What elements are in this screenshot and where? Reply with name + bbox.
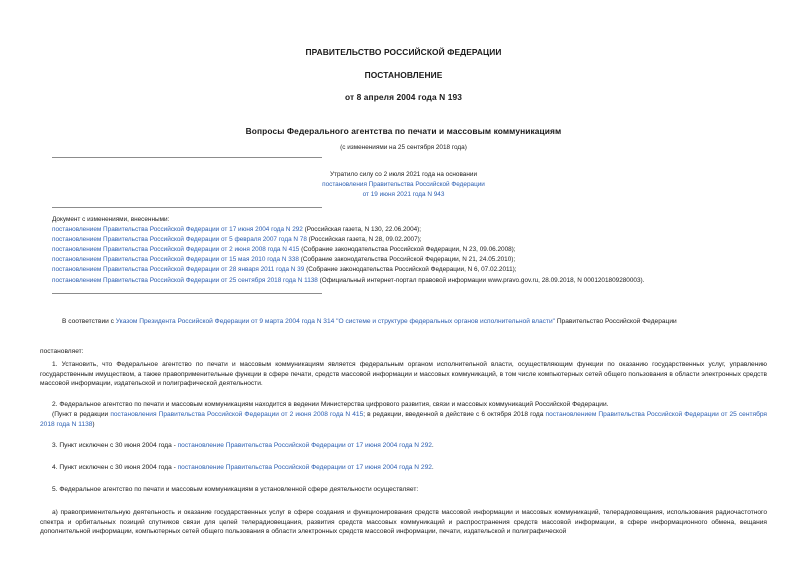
amendment-item <box>52 226 421 233</box>
decree-link[interactable]: Указом Президента Российской Федерации от 9 марта 2004 года N 314 "О системе и структуре федеральных органов исполнительной власти" <box>115 318 555 325</box>
clause-3 <box>52 442 434 449</box>
date-number-heading: от 8 апреля 2004 года N 193 <box>344 92 463 102</box>
amendment-source: (Собрание законодательства Российской Федерации, N 23, 09.06.2008); <box>299 246 516 253</box>
clause-4 <box>52 464 434 471</box>
note-middle: ; в редакции, введенной в действие с 6 октября 2018 года <box>363 411 546 418</box>
government-heading: ПРАВИТЕЛЬСТВО РОССИЙСКОЙ ФЕДЕРАЦИИ <box>305 47 502 57</box>
clause-1: 1. Установить, что Федеральное агентство по печати и массовым коммуникациям является федеральным органом исполнительной власти, осуществляющим функции по оказанию государственных услуг, управлению государственным имуществом, а также правоприменительные функции в сфере печати, средств массовой информации и массовых коммуникаций, в том числе компьютерных сетей общего пользования в области электронных средств массовой информации, издательской и полиграфической деятельности. <box>40 361 767 388</box>
clause-3-prefix: 3. Пункт исключен с 30 июня 2004 года - <box>52 442 178 449</box>
clause-4-prefix: 4. Пункт исключен с 30 июня 2004 года - <box>52 464 178 471</box>
preamble-prefix: В соответствии с <box>62 318 116 325</box>
clause-5a: а) правоприменительную деятельность и оказание государственных услуг в сфере создания и функционирования средств массовой информации и массовых коммуникаций, телерадиовещания, использования радиочастотного спектра и орбитальных позиций спутников связи для целей телерадиовещания, развития средств массовых коммуникаций и распространения средств массовой информации, в сфере информационного обмена, вещания дополнительной информации, компьютерных сетей общего пользования в области электронных средств массовой информации, печати, издательской и полиграфической <box>40 509 767 536</box>
amendment-item <box>52 236 422 243</box>
amendment-item <box>52 256 515 263</box>
amendment-source: (Российская газета, N 130, 22.06.2004); <box>302 226 422 233</box>
doc-type-heading: ПОСТАНОВЛЕНИЕ <box>364 70 443 80</box>
amendment-link[interactable]: постановлением Правительства Российской Федерации от 28 января 2011 года N 39 <box>52 266 305 273</box>
amendment-source: (Официальный интернет-портал правовой информации www.pravo.gov.ru, 28.09.2018, N 0001201809280003). <box>317 277 645 284</box>
note-link-2008[interactable]: постановления Правительства Российской Федерации от 2 июня 2008 года N 415 <box>110 411 364 418</box>
amended-note: (с изменениями на 25 сентября 2018 года) <box>340 144 467 151</box>
amendment-link[interactable]: постановлением Правительства Российской Федерации от 15 мая 2010 года N 338 <box>52 256 299 263</box>
note-prefix: (Пункт в редакции <box>52 411 111 418</box>
clause-3-link[interactable]: постановление Правительства Российской Федерации от 17 июня 2004 года N 292 <box>177 442 432 449</box>
document-title: Вопросы Федерального агентства по печати и массовым коммуникациям <box>245 126 562 136</box>
preamble-suffix: Правительство Российской Федерации <box>554 318 677 325</box>
amendments-intro: Документ с изменениями, внесенными: <box>52 216 170 223</box>
clause-4-link[interactable]: постановление Правительства Российской Федерации от 17 июня 2004 года N 292 <box>177 464 432 471</box>
amendment-source: (Российская газета, N 28, 09.02.2007); <box>306 236 422 243</box>
amendment-source: (Собрание законодательства Российской Федерации, N 21, 24.05.2010); <box>298 256 516 263</box>
clause-3-suffix: . <box>431 442 434 449</box>
note-link-2018[interactable]: постановлением Правительства Российской Федерации от 25 сентября 2018 года N 1138 <box>40 411 768 428</box>
expired-note: Утратило силу со 2 июля 2021 года на основании <box>329 171 478 178</box>
note-suffix: ) <box>92 420 95 428</box>
clause-5: 5. Федеральное агентство по печати и массовым коммуникациям в установленной сфере деятельности осуществляет: <box>52 486 419 493</box>
expired-link-line1[interactable]: постановления Правительства Российской Федерации <box>322 181 485 188</box>
divider <box>52 207 322 208</box>
preamble <box>62 318 677 325</box>
expired-link-line2[interactable]: от 19 июня 2021 года N 943 <box>362 191 445 198</box>
amendment-link[interactable]: постановлением Правительства Российской Федерации от 25 сентября 2018 года N 1138 <box>52 277 318 284</box>
clause-4-suffix: . <box>431 464 434 471</box>
amendment-link[interactable]: постановлением Правительства Российской Федерации от 5 февраля 2007 года N 78 <box>52 236 307 243</box>
divider <box>52 157 322 158</box>
amendment-item <box>52 277 644 284</box>
clause-2: 2. Федеральное агентство по печати и массовым коммуникациям находится в ведении Министерства цифрового развития, связи и массовых коммуникаций Российской Федерации. <box>52 401 609 408</box>
amendment-item <box>52 246 516 253</box>
amendment-link[interactable]: постановлением Правительства Российской Федерации от 2 июня 2008 года N 415 <box>52 246 300 253</box>
amendment-source: (Собрание законодательства Российской Федерации, N 6, 07.02.2011); <box>304 266 517 273</box>
clause-2-note <box>40 410 767 429</box>
amendment-link[interactable]: постановлением Правительства Российской Федерации от 17 июня 2004 года N 292 <box>52 226 303 233</box>
resolves-text: постановляет: <box>40 348 84 355</box>
amendment-item <box>52 266 517 273</box>
divider <box>52 293 322 294</box>
